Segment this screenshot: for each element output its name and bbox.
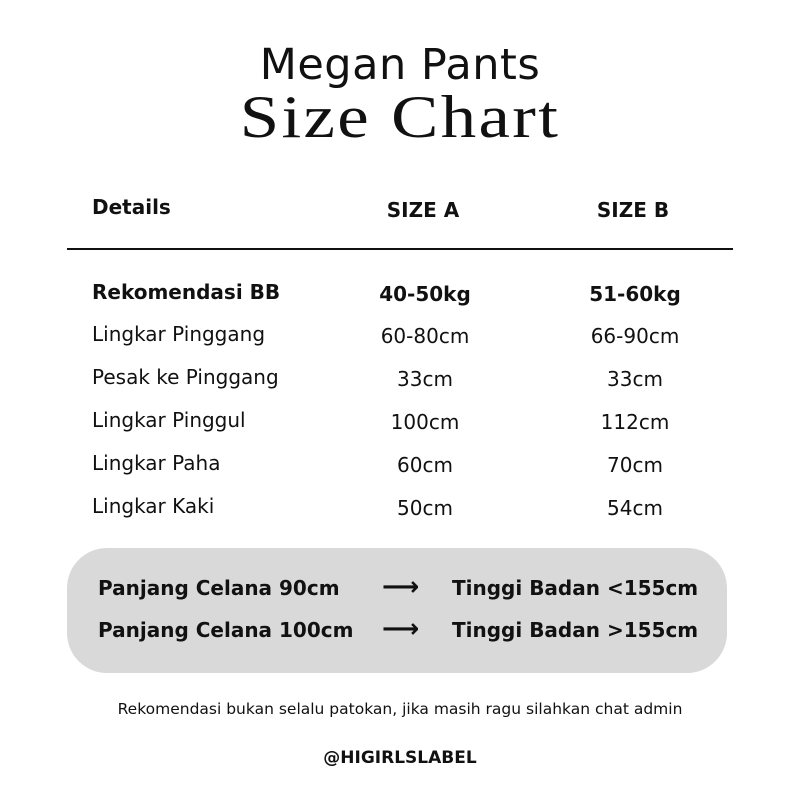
header-size-b: SIZE B xyxy=(596,198,670,222)
table-row xyxy=(0,280,800,320)
row-label: Lingkar Pinggang xyxy=(92,322,266,346)
header-divider xyxy=(67,248,733,250)
body-height: Tinggi Badan >155cm xyxy=(452,618,699,642)
pants-length: Panjang Celana 90cm xyxy=(98,576,340,600)
arrow-right-icon: ⟶ xyxy=(382,572,420,602)
arrow-right-icon: ⟶ xyxy=(382,614,420,644)
row-size-a: 50cm xyxy=(397,496,453,520)
pants-length: Panjang Celana 100cm xyxy=(98,618,354,642)
row-size-b: 54cm xyxy=(607,496,663,520)
length-guide-row xyxy=(67,572,727,606)
table-row xyxy=(0,408,800,448)
header-details: Details xyxy=(92,195,171,219)
length-guide-row xyxy=(67,614,727,648)
row-size-a: 33cm xyxy=(397,367,453,391)
row-size-a: 40-50kg xyxy=(379,282,471,306)
row-label: Rekomendasi BB xyxy=(92,280,281,304)
table-row xyxy=(0,322,800,362)
body-height: Tinggi Badan <155cm xyxy=(452,576,699,600)
row-size-b: 112cm xyxy=(600,410,670,434)
row-label: Pesak ke Pinggang xyxy=(92,365,279,389)
row-size-a: 100cm xyxy=(390,410,460,434)
row-size-b: 66-90cm xyxy=(590,324,680,348)
title-product: Megan Pants xyxy=(259,40,541,90)
recommendation-note: Rekomendasi bukan selalu patokan, jika masih ragu silahkan chat admin xyxy=(117,700,683,718)
row-label: Lingkar Pinggul xyxy=(92,408,246,432)
row-size-a: 60cm xyxy=(397,453,453,477)
row-size-a: 60-80cm xyxy=(380,324,470,348)
row-size-b: 51-60kg xyxy=(589,282,681,306)
title-heading: Size Chart xyxy=(239,84,561,150)
row-size-b: 70cm xyxy=(607,453,663,477)
header-size-a: SIZE A xyxy=(386,198,460,222)
table-row xyxy=(0,494,800,534)
brand-handle: @HIGIRLSLABEL xyxy=(323,748,477,768)
length-guide-box xyxy=(67,548,727,673)
row-label: Lingkar Kaki xyxy=(92,494,215,518)
table-row xyxy=(0,365,800,405)
row-label: Lingkar Paha xyxy=(92,451,221,475)
row-size-b: 33cm xyxy=(607,367,663,391)
table-row xyxy=(0,451,800,491)
